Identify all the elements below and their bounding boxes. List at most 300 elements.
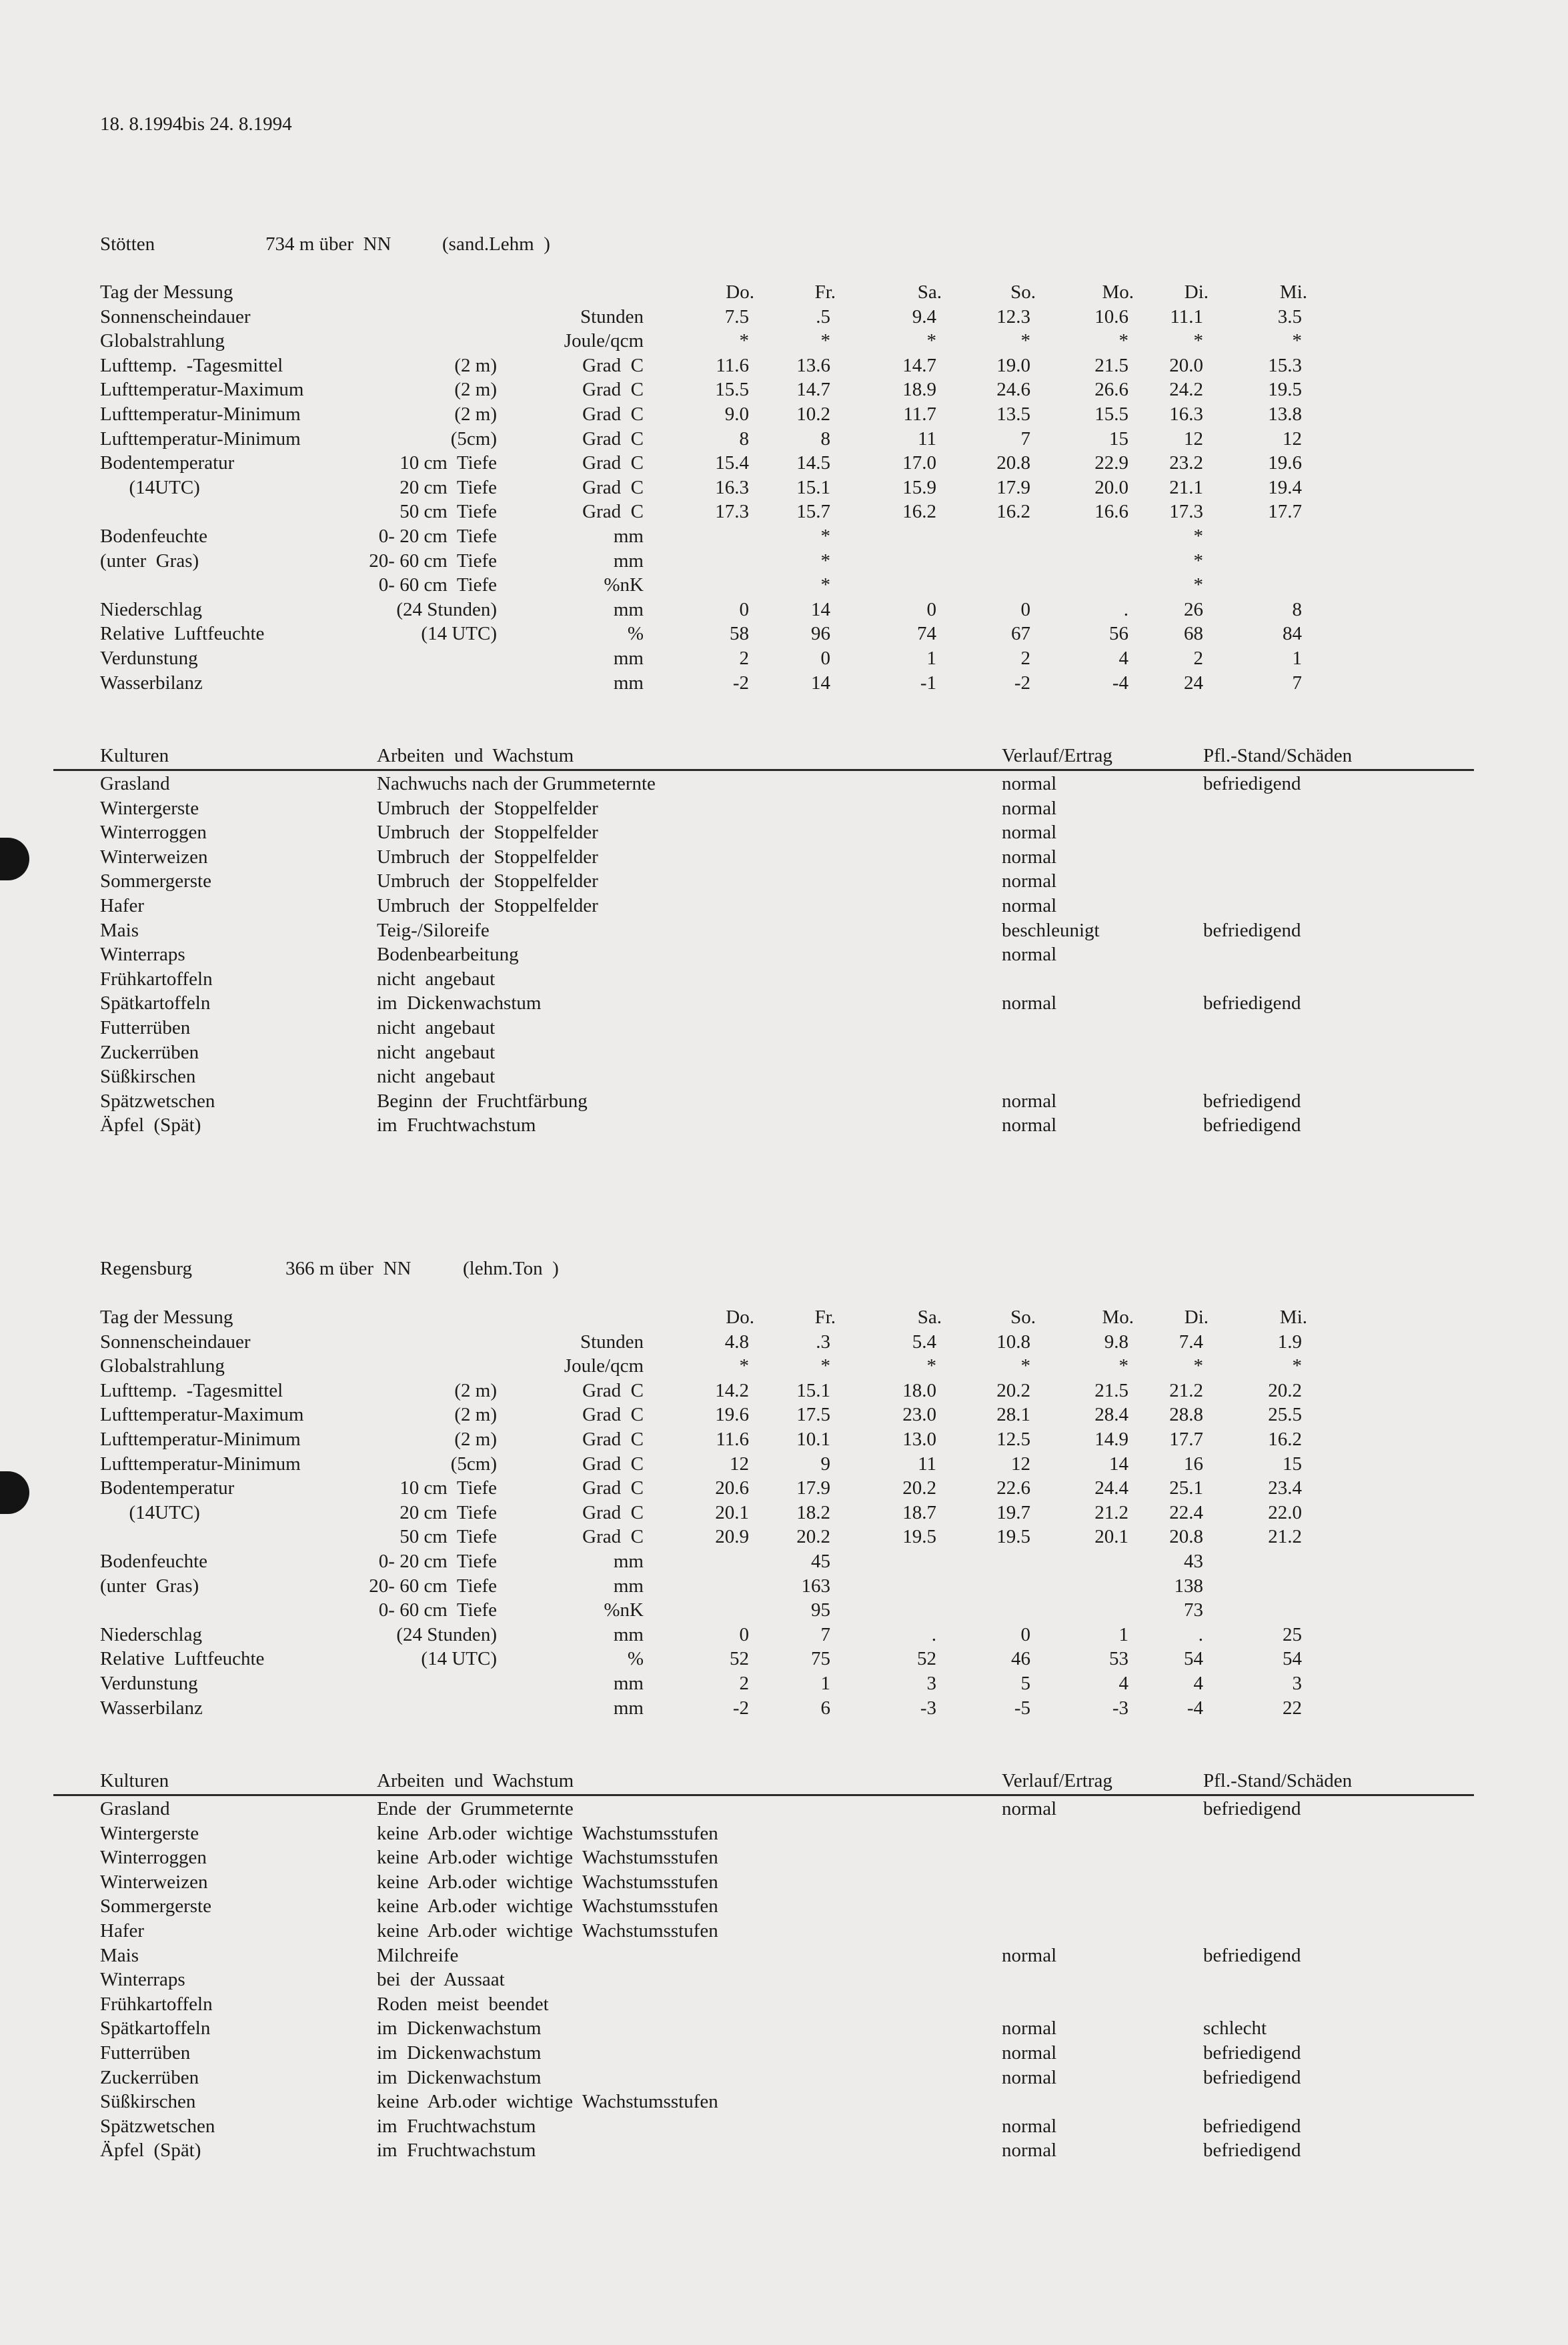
weather-value: 3.5 — [1277, 305, 1302, 327]
weather-unit: Grad C — [582, 452, 644, 474]
weather-label: Globalstrahlung — [100, 1355, 225, 1377]
weather-value: 23.4 — [1268, 1477, 1302, 1499]
weather-label: Sonnenscheindauer — [100, 1331, 251, 1353]
weather-value: 96 — [811, 623, 830, 645]
weather-value: * — [1118, 330, 1128, 352]
weather-value: 8 — [739, 428, 749, 450]
weather-sublabel: (2 m) — [454, 379, 497, 401]
weather-value: . — [931, 1623, 936, 1645]
crop-name: Spätkartoffeln — [100, 992, 211, 1014]
crop-name: Süßkirschen — [100, 1066, 196, 1088]
crop-state: befriedigend — [1203, 919, 1301, 941]
crops-column-header: Pfl.-Stand/Schäden — [1203, 745, 1353, 766]
weather-sublabel: (2 m) — [454, 354, 497, 376]
weather-unit: Grad C — [582, 1501, 644, 1523]
crop-work: im Dickenwachstum — [377, 2018, 542, 2040]
crop-name: Futterrüben — [100, 2042, 191, 2064]
weather-value: * — [1020, 1355, 1030, 1377]
crop-yield: normal — [1002, 1944, 1057, 1966]
crop-name: Spätzwetschen — [100, 2115, 215, 2137]
weather-value: 19.5 — [996, 1526, 1030, 1548]
crop-work: Nachwuchs nach der Grummeternte — [377, 773, 656, 794]
weather-unit: % — [627, 623, 644, 645]
crop-name: Mais — [100, 1944, 139, 1966]
crop-work: im Dickenwachstum — [377, 2042, 542, 2064]
weather-value: 13.5 — [996, 404, 1030, 425]
weather-value: 3 — [1292, 1673, 1302, 1694]
weather-value: * — [1193, 1355, 1203, 1377]
weather-value: 20.9 — [715, 1526, 749, 1548]
weather-value: 24 — [1184, 672, 1203, 694]
weather-value: 8 — [1292, 598, 1302, 620]
day-header: Do. — [726, 1307, 754, 1328]
weather-value: 18.7 — [902, 1501, 936, 1523]
weather-value: 25.5 — [1268, 1404, 1302, 1426]
divider-rule — [53, 769, 1474, 771]
crop-work: nicht angebaut — [377, 1066, 496, 1088]
crop-yield: normal — [1002, 895, 1057, 916]
weather-value: 15.5 — [715, 379, 749, 401]
crops-column-header: Kulturen — [100, 745, 169, 766]
weather-value: 5 — [1020, 1673, 1030, 1694]
weather-value: 24.6 — [996, 379, 1030, 401]
weather-unit: Stunden — [580, 305, 644, 327]
weather-value: 12 — [1283, 428, 1302, 450]
weather-label: Sonnenscheindauer — [100, 305, 251, 327]
weather-value: 74 — [917, 623, 936, 645]
weather-label: Wasserbilanz — [100, 672, 203, 694]
crop-name: Grasland — [100, 773, 170, 794]
weather-unit: Joule/qcm — [564, 330, 644, 352]
crop-name: Mais — [100, 919, 139, 941]
crop-work: Bodenbearbeitung — [377, 944, 519, 966]
crop-yield: normal — [1002, 2115, 1057, 2137]
crop-work: Beginn der Fruchtfärbung — [377, 1090, 588, 1112]
weather-value: 75 — [811, 1648, 830, 1670]
weather-value: 19.5 — [1268, 379, 1302, 401]
weather-value: 13.0 — [902, 1429, 936, 1450]
crop-work: bei der Aussaat — [377, 1969, 505, 1991]
weather-sublabel: (2 m) — [454, 1404, 497, 1426]
weather-value: 15.5 — [1094, 404, 1128, 425]
weather-value: 17.5 — [796, 1404, 830, 1426]
weather-label: Relative Luftfeuchte — [100, 1648, 265, 1670]
weather-value: 22 — [1283, 1697, 1302, 1719]
weather-value: 24.2 — [1169, 379, 1203, 401]
crop-name: Winterraps — [100, 944, 185, 966]
weather-value: -2 — [1014, 672, 1030, 694]
weather-value: * — [1193, 574, 1203, 596]
weather-value: 26 — [1184, 598, 1203, 620]
crop-work: Umbruch der Stoppelfelder — [377, 822, 598, 844]
weather-label: (unter Gras) — [100, 550, 199, 572]
weather-value: 16.3 — [715, 476, 749, 498]
weather-value: * — [926, 1355, 936, 1377]
station-soil: (lehm.Ton ) — [463, 1258, 559, 1279]
weather-value: 67 — [1011, 623, 1030, 645]
crop-work: Roden meist beendet — [377, 1993, 549, 2015]
weather-value: 138 — [1174, 1575, 1203, 1597]
weather-sublabel: (5cm) — [450, 428, 497, 450]
crop-name: Süßkirschen — [100, 2091, 196, 2113]
weather-value: 4 — [1118, 1673, 1128, 1694]
weather-unit: Grad C — [582, 379, 644, 401]
weather-value: 4.8 — [724, 1331, 749, 1353]
weather-unit: Grad C — [582, 404, 644, 425]
weather-label: Tag der Messung — [100, 281, 233, 303]
crop-yield: normal — [1002, 944, 1057, 966]
weather-value: 52 — [917, 1648, 936, 1670]
crop-work: im Fruchtwachstum — [377, 1114, 536, 1136]
crop-name: Hafer — [100, 1920, 145, 1941]
weather-unit: mm — [613, 598, 644, 620]
weather-value: 28.8 — [1169, 1404, 1203, 1426]
weather-value: 7.4 — [1179, 1331, 1203, 1353]
weather-value: 20.0 — [1094, 476, 1128, 498]
crop-name: Äpfel (Spät) — [100, 1114, 201, 1136]
weather-sublabel: (24 Stunden) — [396, 1623, 497, 1645]
crop-state: befriedigend — [1203, 1944, 1301, 1966]
weather-value: . — [1123, 598, 1128, 620]
weather-value: 17.0 — [902, 452, 936, 474]
crop-work: Umbruch der Stoppelfelder — [377, 797, 598, 819]
crop-name: Winterraps — [100, 1969, 185, 1991]
weather-unit: Grad C — [582, 1429, 644, 1450]
weather-label: Lufttemperatur-Maximum — [100, 379, 304, 401]
crop-work: keine Arb.oder wichtige Wachstumsstufen — [377, 1920, 718, 1941]
weather-value: 0 — [820, 648, 830, 669]
station-name: Regensburg — [100, 1258, 193, 1279]
weather-value: 15.1 — [796, 1379, 830, 1401]
weather-value: 14.7 — [796, 379, 830, 401]
weather-value: * — [1118, 1355, 1128, 1377]
weather-value: * — [820, 526, 830, 547]
weather-value: 11.1 — [1170, 305, 1203, 327]
weather-value: -4 — [1112, 672, 1128, 694]
weather-value: 10.6 — [1094, 305, 1128, 327]
weather-value: 4 — [1118, 648, 1128, 669]
weather-value: 73 — [1184, 1599, 1203, 1621]
weather-label: Lufttemp. -Tagesmittel — [100, 1379, 283, 1401]
crop-name: Winterroggen — [100, 822, 207, 844]
crop-name: Zuckerrüben — [100, 2066, 199, 2088]
weather-value: 54 — [1184, 1648, 1203, 1670]
weather-value: * — [1292, 330, 1302, 352]
weather-value: 20.1 — [1094, 1526, 1128, 1548]
weather-value: -2 — [732, 672, 749, 694]
crop-name: Frühkartoffeln — [100, 968, 213, 990]
crops-column-header: Arbeiten und Wachstum — [377, 1770, 574, 1791]
weather-value: 163 — [801, 1575, 830, 1597]
crop-yield: normal — [1002, 822, 1057, 844]
day-header: Fr. — [814, 281, 836, 303]
crop-state: befriedigend — [1203, 1114, 1301, 1136]
weather-value: 7 — [820, 1623, 830, 1645]
weather-unit: Grad C — [582, 501, 644, 523]
weather-value: 11 — [918, 1453, 936, 1475]
weather-value: -5 — [1014, 1697, 1030, 1719]
weather-value: 54 — [1283, 1648, 1302, 1670]
weather-unit: % — [627, 1648, 644, 1670]
weather-value: 21.2 — [1094, 1501, 1128, 1523]
crop-state: befriedigend — [1203, 2042, 1301, 2064]
weather-value: 17.7 — [1169, 1429, 1203, 1450]
weather-sublabel: 0- 20 cm Tiefe — [378, 1551, 497, 1572]
weather-label: Lufttemperatur-Minimum — [100, 1429, 301, 1450]
crop-name: Wintergerste — [100, 797, 199, 819]
weather-value: 14.5 — [796, 452, 830, 474]
crop-work: Milchreife — [377, 1944, 459, 1966]
weather-value: 28.4 — [1094, 1404, 1128, 1426]
weather-sublabel: 20- 60 cm Tiefe — [369, 1575, 497, 1597]
weather-value: 25.1 — [1169, 1477, 1203, 1499]
weather-value: 15.7 — [796, 501, 830, 523]
crop-name: Sommergerste — [100, 1895, 211, 1917]
weather-unit: Joule/qcm — [564, 1355, 644, 1377]
crop-yield: normal — [1002, 1090, 1057, 1112]
weather-value: 17.9 — [996, 476, 1030, 498]
crop-yield: normal — [1002, 2066, 1057, 2088]
weather-value: 24.4 — [1094, 1477, 1128, 1499]
weather-value: 18.9 — [902, 379, 936, 401]
weather-value: 15.4 — [715, 452, 749, 474]
day-header: So. — [1010, 1307, 1036, 1328]
weather-value: 0 — [739, 598, 749, 620]
crop-work: Umbruch der Stoppelfelder — [377, 846, 598, 868]
crop-name: Sommergerste — [100, 870, 211, 892]
weather-value: 0 — [926, 598, 936, 620]
weather-label: Bodentemperatur — [100, 452, 235, 474]
crop-state: befriedigend — [1203, 2115, 1301, 2137]
crop-yield: beschleunigt — [1002, 919, 1100, 941]
weather-value: 19.6 — [715, 1404, 749, 1426]
day-header: Di. — [1184, 1307, 1209, 1328]
weather-value: * — [1020, 330, 1030, 352]
weather-value: 21.5 — [1094, 354, 1128, 376]
weather-label: Niederschlag — [100, 1623, 202, 1645]
weather-value: 21.5 — [1094, 1379, 1128, 1401]
weather-unit: mm — [613, 1551, 644, 1572]
weather-value: 1.9 — [1277, 1331, 1302, 1353]
crops-column-header: Verlauf/Ertrag — [1002, 745, 1112, 766]
weather-value: 18.0 — [902, 1379, 936, 1401]
crop-yield: normal — [1002, 1114, 1057, 1136]
weather-value: 58 — [730, 623, 749, 645]
weather-value: . — [1198, 1623, 1203, 1645]
weather-value: 12.5 — [996, 1429, 1030, 1450]
day-header: Mo. — [1102, 281, 1134, 303]
weather-value: 15 — [1109, 428, 1128, 450]
weather-value: 0 — [739, 1623, 749, 1645]
weather-value: 9.4 — [912, 305, 936, 327]
weather-unit: Grad C — [582, 476, 644, 498]
weather-value: -4 — [1187, 1697, 1203, 1719]
weather-sublabel: 50 cm Tiefe — [400, 501, 497, 523]
weather-value: 23.0 — [902, 1404, 936, 1426]
weather-value: 16.2 — [902, 501, 936, 523]
weather-value: 2 — [1020, 648, 1030, 669]
weather-value: 21.1 — [1169, 476, 1203, 498]
weather-sublabel: 20- 60 cm Tiefe — [369, 550, 497, 572]
day-header: Sa. — [917, 281, 942, 303]
crop-state: befriedigend — [1203, 2066, 1301, 2088]
weather-value: 95 — [811, 1599, 830, 1621]
weather-value: 14 — [811, 672, 830, 694]
weather-value: -3 — [1112, 1697, 1128, 1719]
crop-state: befriedigend — [1203, 773, 1301, 794]
crop-work: keine Arb.oder wichtige Wachstumsstufen — [377, 1822, 718, 1844]
weather-value: 11.6 — [716, 1429, 749, 1450]
station-altitude: 734 m über NN — [265, 233, 391, 255]
weather-value: 46 — [1011, 1648, 1030, 1670]
weather-label: Verdunstung — [100, 1673, 198, 1694]
weather-value: 68 — [1184, 623, 1203, 645]
crop-name: Futterrüben — [100, 1017, 191, 1038]
weather-value: 3 — [926, 1673, 936, 1694]
weather-value: 53 — [1109, 1648, 1128, 1670]
weather-value: 2 — [739, 1673, 749, 1694]
weather-value: 16.2 — [996, 501, 1030, 523]
weather-value: 14.7 — [902, 354, 936, 376]
weather-value: 11 — [918, 428, 936, 450]
crop-yield: normal — [1002, 797, 1057, 819]
weather-unit: Grad C — [582, 354, 644, 376]
weather-value: 20.0 — [1169, 354, 1203, 376]
crop-work: Teig-/Siloreife — [377, 919, 490, 941]
day-header: Mo. — [1102, 1307, 1134, 1328]
day-header: So. — [1010, 281, 1036, 303]
weather-sublabel: 20 cm Tiefe — [400, 476, 497, 498]
weather-value: 1 — [1118, 1623, 1128, 1645]
weather-sublabel: 20 cm Tiefe — [400, 1501, 497, 1523]
crops-column-header: Pfl.-Stand/Schäden — [1203, 1770, 1353, 1791]
weather-value: -2 — [732, 1697, 749, 1719]
crop-name: Winterweizen — [100, 846, 208, 868]
weather-unit: mm — [613, 1623, 644, 1645]
weather-value: 19.5 — [902, 1526, 936, 1548]
weather-unit: mm — [613, 672, 644, 694]
weather-value: 15.3 — [1268, 354, 1302, 376]
crop-state: schlecht — [1203, 2018, 1267, 2040]
crop-work: im Fruchtwachstum — [377, 2115, 536, 2137]
day-header: Di. — [1184, 281, 1209, 303]
crop-work: keine Arb.oder wichtige Wachstumsstufen — [377, 1847, 718, 1869]
weather-value: 4 — [1193, 1673, 1203, 1694]
weather-sublabel: 50 cm Tiefe — [400, 1526, 497, 1548]
weather-value: 11.6 — [716, 354, 749, 376]
weather-unit: Grad C — [582, 1477, 644, 1499]
crop-name: Wintergerste — [100, 1822, 199, 1844]
weather-value: 15 — [1283, 1453, 1302, 1475]
weather-label: Lufttemperatur-Minimum — [100, 1453, 301, 1475]
weather-value: 19.7 — [996, 1501, 1030, 1523]
weather-sublabel: (2 m) — [454, 1429, 497, 1450]
weather-value: 14 — [811, 598, 830, 620]
weather-value: * — [739, 330, 749, 352]
weather-unit: mm — [613, 648, 644, 669]
weather-value: 17.7 — [1268, 501, 1302, 523]
weather-unit: Grad C — [582, 1404, 644, 1426]
weather-value: 2 — [739, 648, 749, 669]
weather-value: 12 — [1011, 1453, 1030, 1475]
weather-value: .5 — [816, 305, 830, 327]
weather-value: 20.2 — [796, 1526, 830, 1548]
weather-value: 21.2 — [1268, 1526, 1302, 1548]
weather-value: 52 — [730, 1648, 749, 1670]
crops-column-header: Arbeiten und Wachstum — [377, 745, 574, 766]
crop-work: Ende der Grummeternte — [377, 1798, 574, 1819]
weather-label: (unter Gras) — [100, 1575, 199, 1597]
crop-name: Zuckerrüben — [100, 1041, 199, 1063]
weather-label: Niederschlag — [100, 598, 202, 620]
weather-value: 56 — [1109, 623, 1128, 645]
day-header: Mi. — [1279, 281, 1307, 303]
station-soil: (sand.Lehm ) — [442, 233, 550, 255]
weather-value: 19.0 — [996, 354, 1030, 376]
crop-work: Umbruch der Stoppelfelder — [377, 870, 598, 892]
weather-unit: Grad C — [582, 1379, 644, 1401]
weather-sublabel: (5cm) — [450, 1453, 497, 1475]
crop-state: befriedigend — [1203, 2140, 1301, 2162]
weather-unit: Grad C — [582, 1453, 644, 1475]
weather-value: 20.2 — [902, 1477, 936, 1499]
weather-unit: mm — [613, 1697, 644, 1719]
crop-name: Winterweizen — [100, 1871, 208, 1893]
weather-value: 16.6 — [1094, 501, 1128, 523]
crop-work: im Fruchtwachstum — [377, 2140, 536, 2162]
weather-sublabel: 0- 60 cm Tiefe — [378, 574, 497, 596]
weather-value: 22.0 — [1268, 1501, 1302, 1523]
weather-unit: Stunden — [580, 1331, 644, 1353]
weather-value: 9.8 — [1104, 1331, 1128, 1353]
weather-sublabel: (24 Stunden) — [396, 598, 497, 620]
crop-yield: normal — [1002, 773, 1057, 794]
weather-value: 12.3 — [996, 305, 1030, 327]
weather-value: * — [820, 550, 830, 572]
crops-column-header: Verlauf/Ertrag — [1002, 1770, 1112, 1791]
crop-yield: normal — [1002, 2042, 1057, 2064]
weather-unit: mm — [613, 1575, 644, 1597]
weather-value: * — [1292, 1355, 1302, 1377]
weather-sublabel: (14 UTC) — [421, 1648, 497, 1670]
weather-value: * — [739, 1355, 749, 1377]
crop-state: befriedigend — [1203, 992, 1301, 1014]
crop-name: Spätkartoffeln — [100, 2018, 211, 2040]
crop-work: im Dickenwachstum — [377, 992, 542, 1014]
crop-name: Äpfel (Spät) — [100, 2140, 201, 2162]
weather-sublabel: (2 m) — [454, 1379, 497, 1401]
weather-sublabel: 0- 60 cm Tiefe — [378, 1599, 497, 1621]
weather-label: Lufttemperatur-Minimum — [100, 428, 301, 450]
weather-unit: %nK — [604, 1599, 644, 1621]
weather-value: 14 — [1109, 1453, 1128, 1475]
crop-work: Umbruch der Stoppelfelder — [377, 895, 598, 916]
weather-label: Wasserbilanz — [100, 1697, 203, 1719]
crop-state: befriedigend — [1203, 1090, 1301, 1112]
weather-label: (14UTC) — [100, 1501, 200, 1523]
crop-work: nicht angebaut — [377, 1041, 496, 1063]
weather-label: Bodenfeuchte — [100, 1551, 208, 1572]
crop-name: Grasland — [100, 1798, 170, 1819]
weather-value: * — [820, 574, 830, 596]
weather-value: 5.4 — [912, 1331, 936, 1353]
crop-name: Hafer — [100, 895, 145, 916]
weather-value: 2 — [1193, 648, 1203, 669]
weather-value: 25 — [1283, 1623, 1302, 1645]
weather-value: 15.9 — [902, 476, 936, 498]
weather-value: -1 — [920, 672, 936, 694]
weather-value: 26.6 — [1094, 379, 1128, 401]
